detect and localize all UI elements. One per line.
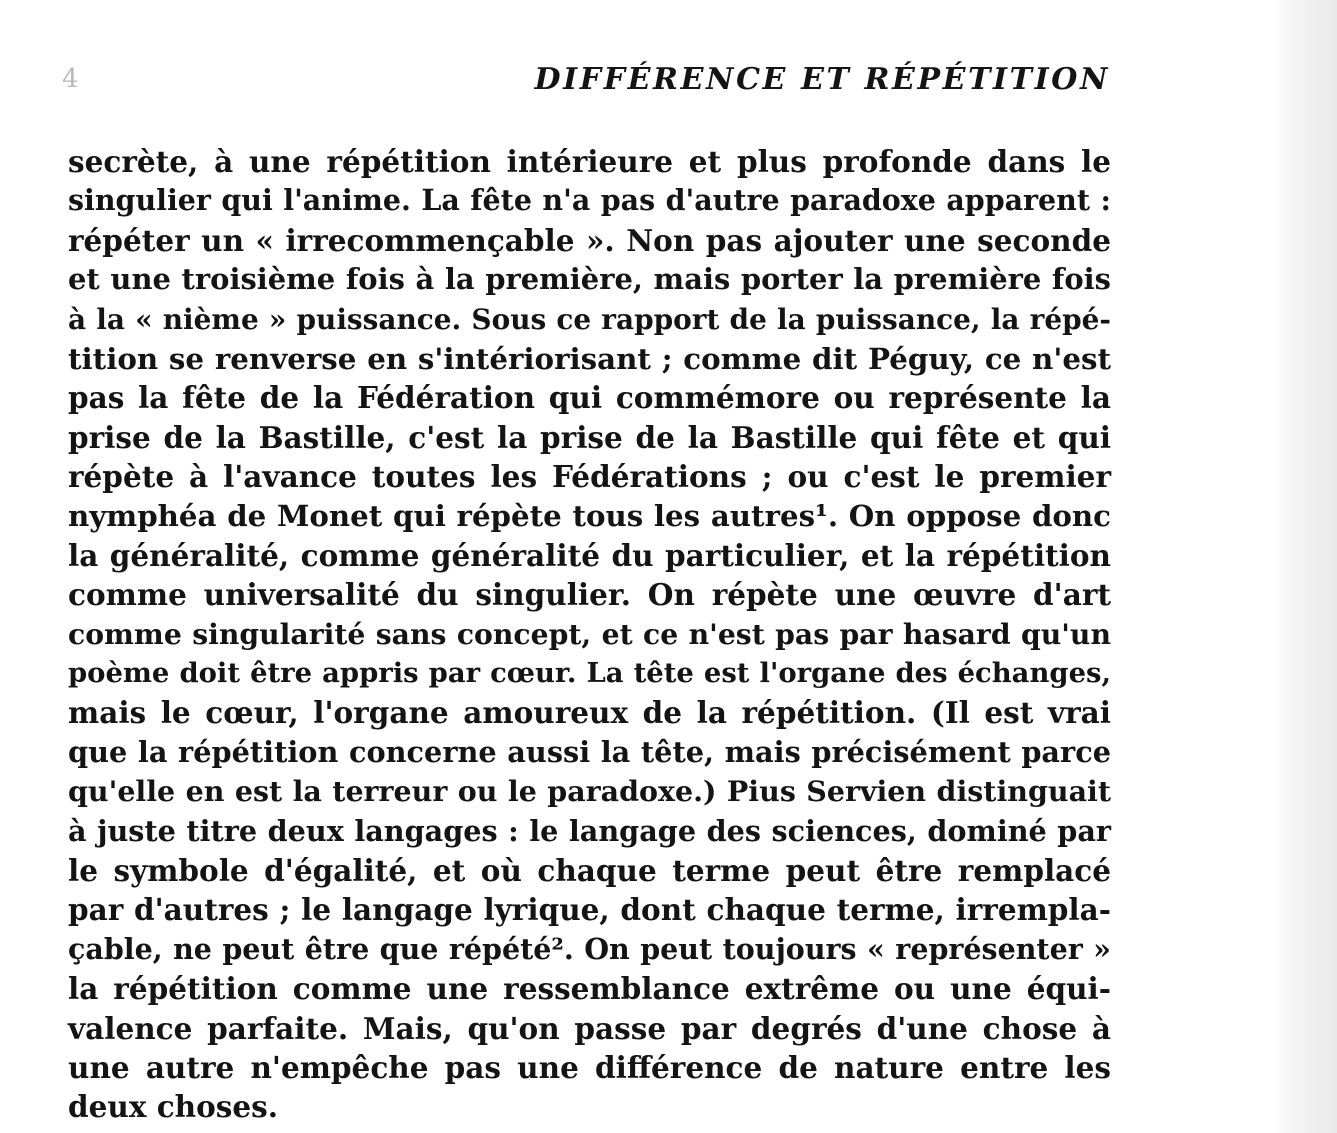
text-line: nymphéa de Monet qui répète tous les autres¹. On oppose donc [68,498,1111,533]
text-line: singulier qui l'anime. La fête n'a pas d'autre paradoxe apparent : [68,183,1111,218]
text-line: comme singularité sans concept, et ce n'est pas par hasard qu'un [68,616,1111,651]
text-line: par d'autres ; le langage lyrique, dont chaque terme, irrempla- [68,892,1111,928]
body-paragraph [68,142,1111,1127]
text-line: la répétition comme une ressemblance extrême ou une équi- [68,971,1111,1007]
text-line: et une troisième fois à la première, mais porter la première fois [68,262,1111,297]
text-line: que la répétition concerne aussi la tête, mais précisément parce [68,734,1111,769]
text-line: à juste titre deux langages : le langage des sciences, dominé par [68,813,1111,848]
text-line: tition se renverse en s'intériorisant ; comme dit Péguy, ce n'est [68,340,1111,376]
text-line: répéter un « irrecommençable ». Non pas ajouter une seconde [68,222,1111,258]
text-line: çable, ne peut être que répété². On peut toujours « représenter » [68,931,1111,966]
text-line: une autre n'empêche pas une différence de nature entre les [68,1049,1111,1085]
text-line: valence parfaite. Mais, qu'on passe par degrés d'une chose à [68,1010,1111,1046]
text-line: poème doit être appris par cœur. La tête est l'organe des échanges, [68,657,1111,690]
text-line: comme universalité du singulier. On répète une œuvre d'art [68,577,1111,613]
text-line: pas la fête de la Fédération qui commémore ou représente la [68,380,1111,416]
text-line: le symbole d'égalité, et où chaque terme peut être remplacé [68,853,1111,889]
text-line: secrète, à une répétition intérieure et plus profonde dans le [68,144,1111,179]
page-edge-shadow [1271,0,1337,1133]
text-line: prise de la Bastille, c'est la prise de la Bastille qui fête et qui [68,419,1111,455]
text-line: deux choses. [68,1089,279,1125]
text-line: à la « nième » puissance. Sous ce rapport de la puissance, la répé- [68,302,1111,336]
text-line: répète à l'avance toutes les Fédérations ; ou c'est le premier [68,459,1111,495]
text-line: la généralité, comme généralité du particulier, et la répétition [68,537,1111,573]
text-line: mais le cœur, l'organe amoureux de la répétition. (Il est vrai [68,695,1111,731]
page-number: 4 [62,64,80,94]
text-line: qu'elle en est la terreur ou le paradoxe.) Pius Servien distinguait [68,774,1111,809]
running-head: DIFFÉRENCE ET RÉPÉTITION [534,62,1110,97]
